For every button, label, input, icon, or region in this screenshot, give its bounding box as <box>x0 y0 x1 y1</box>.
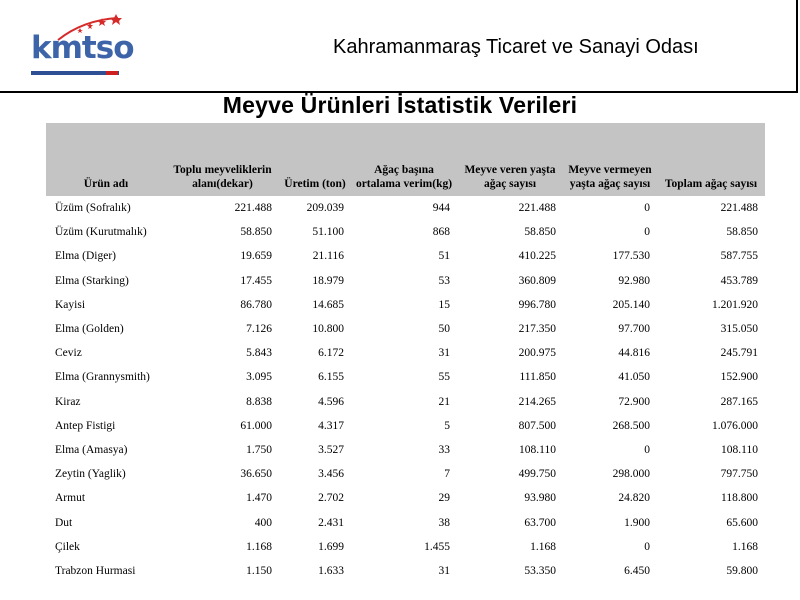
cell-yield: 51 <box>438 250 450 263</box>
column-header-production: Üretim (ton) <box>284 178 346 190</box>
cell-production: 3.456 <box>318 468 344 481</box>
cell-total-trees: 221.488 <box>720 202 758 215</box>
cell-nonbearing-trees: 24.820 <box>618 492 650 505</box>
cell-total-trees: 453.789 <box>720 274 758 287</box>
cell-bearing-trees: 53.350 <box>524 564 556 577</box>
cell-product: Trabzon Hurmasi <box>55 564 136 577</box>
cell-bearing-trees: 1.168 <box>530 540 556 553</box>
cell-yield: 31 <box>438 564 450 577</box>
cell-yield: 38 <box>438 516 450 529</box>
cell-production: 18.979 <box>312 274 344 287</box>
cell-yield: 29 <box>438 492 450 505</box>
cell-nonbearing-trees: 41.050 <box>618 371 650 384</box>
cell-area: 7.126 <box>246 323 272 336</box>
cell-bearing-trees: 360.809 <box>518 274 556 287</box>
cell-yield: 868 <box>432 226 450 239</box>
cell-area: 1.150 <box>246 564 272 577</box>
cell-production: 2.702 <box>318 492 344 505</box>
cell-nonbearing-trees: 72.900 <box>618 395 650 408</box>
table-row <box>46 293 765 317</box>
cell-nonbearing-trees: 6.450 <box>624 564 650 577</box>
cell-production: 2.431 <box>318 516 344 529</box>
table-row <box>46 510 765 534</box>
organization-name: Kahramanmaraş Ticaret ve Sanayi Odası <box>333 36 699 58</box>
cell-product: Kayisi <box>55 298 86 311</box>
table-row <box>46 486 765 510</box>
cell-production: 6.155 <box>318 371 344 384</box>
cell-product: Elma (Golden) <box>55 323 124 336</box>
cell-area: 17.455 <box>240 274 272 287</box>
table-row <box>46 462 765 486</box>
cell-total-trees: 65.600 <box>726 516 758 529</box>
table-row <box>46 414 765 438</box>
cell-total-trees: 58.850 <box>726 226 758 239</box>
cell-nonbearing-trees: 0 <box>644 540 650 553</box>
cell-product: Elma (Grannysmith) <box>55 371 150 384</box>
cell-nonbearing-trees: 1.900 <box>624 516 650 529</box>
table-row <box>46 196 765 220</box>
cell-area: 1.470 <box>246 492 272 505</box>
cell-nonbearing-trees: 0 <box>644 443 650 456</box>
page-title: Meyve Ürünleri İstatistik Verileri <box>222 92 578 118</box>
cell-production: 1.633 <box>318 564 344 577</box>
cell-product: Elma (Amasya) <box>55 443 128 456</box>
cell-product: Üzüm (Kurutmalık) <box>55 226 147 239</box>
cell-nonbearing-trees: 298.000 <box>612 468 650 481</box>
cell-bearing-trees: 499.750 <box>518 468 556 481</box>
cell-nonbearing-trees: 268.500 <box>612 419 650 432</box>
cell-production: 51.100 <box>312 226 344 239</box>
cell-total-trees: 108.110 <box>721 443 758 456</box>
cell-total-trees: 1.201.920 <box>712 298 758 311</box>
cell-bearing-trees: 221.488 <box>518 202 556 215</box>
cell-bearing-trees: 93.980 <box>524 492 556 505</box>
cell-area: 36.650 <box>240 468 272 481</box>
cell-area: 5.843 <box>246 347 272 360</box>
cell-product: Elma (Diger) <box>55 250 116 263</box>
cell-area: 1.168 <box>246 540 272 553</box>
cell-yield: 1.455 <box>424 540 450 553</box>
table-row <box>46 269 765 293</box>
cell-production: 6.172 <box>318 347 344 360</box>
cell-yield: 7 <box>444 468 450 481</box>
cell-bearing-trees: 111.850 <box>519 371 556 384</box>
cell-area: 400 <box>254 516 272 529</box>
cell-yield: 15 <box>438 298 450 311</box>
cell-product: Antep Fistigi <box>55 419 116 432</box>
table-row <box>46 365 765 389</box>
cell-nonbearing-trees: 97.700 <box>618 323 650 336</box>
column-header-total-trees: Toplam ağaç sayısı <box>664 178 758 190</box>
column-header-yield: Ağaç başına ortalama verim(kg) <box>355 164 453 190</box>
cell-total-trees: 118.800 <box>721 492 758 505</box>
cell-product: Çilek <box>55 540 80 553</box>
cell-bearing-trees: 108.110 <box>519 443 556 456</box>
cell-bearing-trees: 807.500 <box>518 419 556 432</box>
cell-total-trees: 1.168 <box>732 540 758 553</box>
cell-yield: 55 <box>438 371 450 384</box>
cell-product: Armut <box>55 492 86 505</box>
cell-nonbearing-trees: 0 <box>644 202 650 215</box>
cell-production: 3.527 <box>318 443 344 456</box>
cell-production: 10.800 <box>312 323 344 336</box>
cell-area: 221.488 <box>234 202 272 215</box>
cell-product: Elma (Starking) <box>55 274 129 287</box>
cell-production: 21.116 <box>312 250 344 263</box>
cell-bearing-trees: 996.780 <box>518 298 556 311</box>
cell-production: 1.699 <box>318 540 344 553</box>
cell-total-trees: 152.900 <box>720 371 758 384</box>
table-header-row <box>46 123 765 196</box>
cell-area: 61.000 <box>240 419 272 432</box>
table-row <box>46 559 765 583</box>
cell-yield: 5 <box>444 419 450 432</box>
cell-nonbearing-trees: 205.140 <box>612 298 650 311</box>
cell-nonbearing-trees: 44.816 <box>618 347 650 360</box>
table-row <box>46 220 765 244</box>
cell-nonbearing-trees: 92.980 <box>618 274 650 287</box>
fruit-statistics-table <box>46 123 765 583</box>
cell-production: 4.317 <box>318 419 344 432</box>
table-row <box>46 244 765 268</box>
table-row <box>46 535 765 559</box>
column-header-area: Toplu meyveliklerin alanı(dekar) <box>173 164 272 190</box>
table-body <box>46 196 765 583</box>
logo-text: kmtso <box>31 30 134 66</box>
cell-yield: 50 <box>438 323 450 336</box>
cell-area: 8.838 <box>246 395 272 408</box>
cell-bearing-trees: 58.850 <box>524 226 556 239</box>
logo-strip-accent <box>106 71 118 75</box>
column-header-product: Ürün adı <box>83 178 129 190</box>
cell-total-trees: 587.755 <box>720 250 758 263</box>
cell-bearing-trees: 410.225 <box>518 250 556 263</box>
cell-yield: 53 <box>438 274 450 287</box>
cell-product: Kiraz <box>55 395 81 408</box>
cell-total-trees: 797.750 <box>720 468 758 481</box>
table-header <box>46 123 765 196</box>
table-row <box>46 317 765 341</box>
cell-production: 4.596 <box>318 395 344 408</box>
cell-area: 1.750 <box>246 443 272 456</box>
column-header-bearing-trees: Meyve veren yaşta ağaç sayısı <box>464 164 556 190</box>
cell-total-trees: 59.800 <box>726 564 758 577</box>
table-row <box>46 341 765 365</box>
cell-product: Zeytin (Yaglik) <box>55 468 126 481</box>
cell-yield: 33 <box>438 443 450 456</box>
cell-product: Üzüm (Sofralık) <box>55 202 131 215</box>
kmtso-logo <box>28 14 134 84</box>
cell-product: Ceviz <box>55 347 82 360</box>
cell-bearing-trees: 200.975 <box>518 347 556 360</box>
cell-production: 209.039 <box>306 202 344 215</box>
cell-area: 19.659 <box>240 250 272 263</box>
cell-nonbearing-trees: 177.530 <box>612 250 650 263</box>
cell-total-trees: 1.076.000 <box>712 419 758 432</box>
cell-area: 86.780 <box>240 298 272 311</box>
cell-product: Dut <box>55 516 73 529</box>
cell-yield: 944 <box>432 202 450 215</box>
cell-yield: 21 <box>438 395 450 408</box>
table-row <box>46 390 765 414</box>
table-row <box>46 438 765 462</box>
cell-total-trees: 287.165 <box>720 395 758 408</box>
cell-production: 14.685 <box>312 298 344 311</box>
cell-nonbearing-trees: 0 <box>644 226 650 239</box>
cell-total-trees: 245.791 <box>720 347 758 360</box>
cell-yield: 31 <box>438 347 450 360</box>
cell-bearing-trees: 214.265 <box>518 395 556 408</box>
column-header-nonbearing-trees: Meyve vermeyen yaşta ağaç sayısı <box>568 164 652 190</box>
cell-total-trees: 315.050 <box>720 323 758 336</box>
cell-bearing-trees: 63.700 <box>524 516 556 529</box>
cell-bearing-trees: 217.350 <box>518 323 556 336</box>
cell-area: 3.095 <box>246 371 272 384</box>
cell-area: 58.850 <box>240 226 272 239</box>
